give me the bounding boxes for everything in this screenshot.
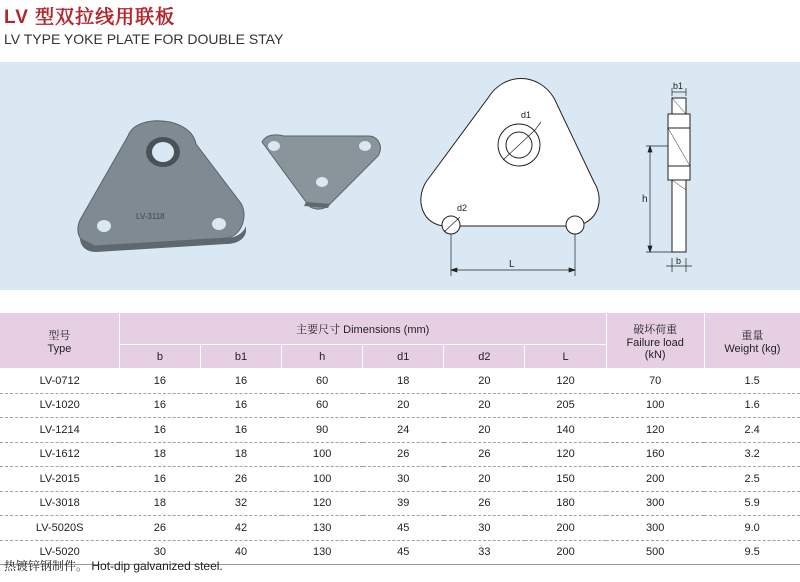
- cell-b: 16: [119, 393, 200, 418]
- header-load-cn: 破坏荷重: [633, 323, 678, 336]
- table-row: [0, 491, 800, 516]
- cell-d1: 26: [363, 442, 444, 467]
- cell-d2: 26: [444, 491, 525, 516]
- cell-weight: 1.5: [704, 369, 800, 394]
- front-view-drawing: [421, 79, 599, 227]
- cell-weight: 2.4: [704, 418, 800, 443]
- cell-b: 18: [119, 491, 200, 516]
- cell-b1: 16: [200, 418, 281, 443]
- cell-load: 500: [606, 540, 704, 565]
- cell-d1: 30: [363, 467, 444, 492]
- header-type-en: Type: [47, 342, 72, 355]
- page-title-cn: LV 型双拉线用联板: [4, 7, 176, 28]
- cell-weight: 3.2: [704, 442, 800, 467]
- cell-weight: 1.6: [704, 393, 800, 418]
- cell-type: LV-0712: [0, 369, 119, 394]
- cell-d2: 20: [444, 393, 525, 418]
- cell-load: 300: [606, 516, 704, 541]
- cell-d1: 20: [363, 393, 444, 418]
- cell-d2: 26: [444, 442, 525, 467]
- header-load-unit: (kN): [644, 348, 666, 361]
- cell-type: LV-5020: [0, 540, 119, 565]
- cell-L: 150: [525, 467, 606, 492]
- cell-b1: 18: [200, 442, 281, 467]
- subheader-d2: d2: [444, 345, 525, 369]
- table-row: [0, 393, 800, 418]
- cell-type: LV-1020: [0, 393, 119, 418]
- cell-L: 120: [525, 369, 606, 394]
- cell-load: 300: [606, 491, 704, 516]
- table-row: [0, 418, 800, 443]
- header-weight: [704, 313, 800, 369]
- label-L: L: [509, 259, 515, 270]
- table-row: [0, 369, 800, 394]
- header-weight-en: Weight (kg): [724, 342, 781, 355]
- plate-photo-large: [78, 121, 246, 252]
- cell-d1: 39: [363, 491, 444, 516]
- cell-b1: 40: [200, 540, 281, 565]
- cell-b: 30: [119, 540, 200, 565]
- cell-weight: 9.5: [704, 540, 800, 565]
- cell-d2: 20: [444, 467, 525, 492]
- cell-load: 200: [606, 467, 704, 492]
- cell-h: 60: [282, 393, 363, 418]
- cell-d1: 45: [363, 540, 444, 565]
- cell-L: 120: [525, 442, 606, 467]
- material-note: [4, 557, 223, 574]
- note-cn: 热镀锌钢制件。: [4, 559, 89, 573]
- header-type: [0, 313, 119, 369]
- table-row: [0, 442, 800, 467]
- cell-d2: 30: [444, 516, 525, 541]
- cell-h: 60: [282, 369, 363, 394]
- product-figure: [0, 62, 800, 290]
- header-load-en: Failure load: [626, 336, 684, 349]
- cell-load: 120: [606, 418, 704, 443]
- subheader-b: b: [119, 345, 200, 369]
- label-b: b: [676, 256, 682, 266]
- cell-h: 100: [282, 467, 363, 492]
- subheader-h: h: [282, 345, 363, 369]
- cell-d2: 20: [444, 418, 525, 443]
- cell-b: 16: [119, 418, 200, 443]
- cell-L: 200: [525, 540, 606, 565]
- subheader-d1: d1: [363, 345, 444, 369]
- plate-photo-small: [262, 135, 380, 209]
- header-weight-cn: 重量: [741, 329, 764, 342]
- cell-d1: 18: [363, 369, 444, 394]
- subheader-b1: b1: [200, 345, 281, 369]
- header-failure-load: [606, 313, 704, 369]
- cell-b1: 16: [200, 369, 281, 394]
- cell-h: 130: [282, 516, 363, 541]
- cell-load: 100: [606, 393, 704, 418]
- cell-b: 16: [119, 369, 200, 394]
- cell-weight: 9.0: [704, 516, 800, 541]
- product-drawing: [0, 62, 800, 290]
- cell-h: 130: [282, 540, 363, 565]
- cell-b1: 32: [200, 491, 281, 516]
- note-en: Hot-dip galvanized steel.: [91, 559, 223, 573]
- cell-h: 120: [282, 491, 363, 516]
- cell-b: 26: [119, 516, 200, 541]
- cell-type: LV-1214: [0, 418, 119, 443]
- cell-b: 18: [119, 442, 200, 467]
- subheader-L: L: [525, 345, 606, 369]
- cell-L: 200: [525, 516, 606, 541]
- cell-h: 90: [282, 418, 363, 443]
- cell-d2: 33: [444, 540, 525, 565]
- cell-b1: 26: [200, 467, 281, 492]
- cell-b1: 16: [200, 393, 281, 418]
- table-row: [0, 467, 800, 492]
- cell-load: 160: [606, 442, 704, 467]
- label-b1: b1: [673, 81, 684, 91]
- cell-weight: 5.9: [704, 491, 800, 516]
- cell-d2: 20: [444, 369, 525, 394]
- header-type-cn: 型号: [48, 329, 71, 342]
- label-d2: d2: [457, 203, 468, 213]
- table-row: [0, 516, 800, 541]
- cell-type: LV-5020S: [0, 516, 119, 541]
- cell-L: 140: [525, 418, 606, 443]
- spec-table-body: [0, 369, 800, 565]
- cell-d1: 45: [363, 516, 444, 541]
- header-dimensions: 主要尺寸 Dimensions (mm): [119, 313, 606, 345]
- side-view-drawing: [668, 98, 690, 252]
- cell-h: 100: [282, 442, 363, 467]
- cell-b1: 42: [200, 516, 281, 541]
- page-title-en: LV TYPE YOKE PLATE FOR DOUBLE STAY: [4, 31, 284, 47]
- cell-weight: 2.5: [704, 467, 800, 492]
- cell-type: LV-3018: [0, 491, 119, 516]
- cell-type: LV-2015: [0, 467, 119, 492]
- label-d1: d1: [521, 110, 532, 120]
- cell-type: LV-1612: [0, 442, 119, 467]
- label-h: h: [642, 194, 648, 205]
- cell-L: 205: [525, 393, 606, 418]
- plate-stamp: LV-3118: [136, 212, 165, 221]
- cell-L: 180: [525, 491, 606, 516]
- spec-table: [0, 313, 800, 565]
- cell-load: 70: [606, 369, 704, 394]
- cell-d1: 24: [363, 418, 444, 443]
- cell-b: 16: [119, 467, 200, 492]
